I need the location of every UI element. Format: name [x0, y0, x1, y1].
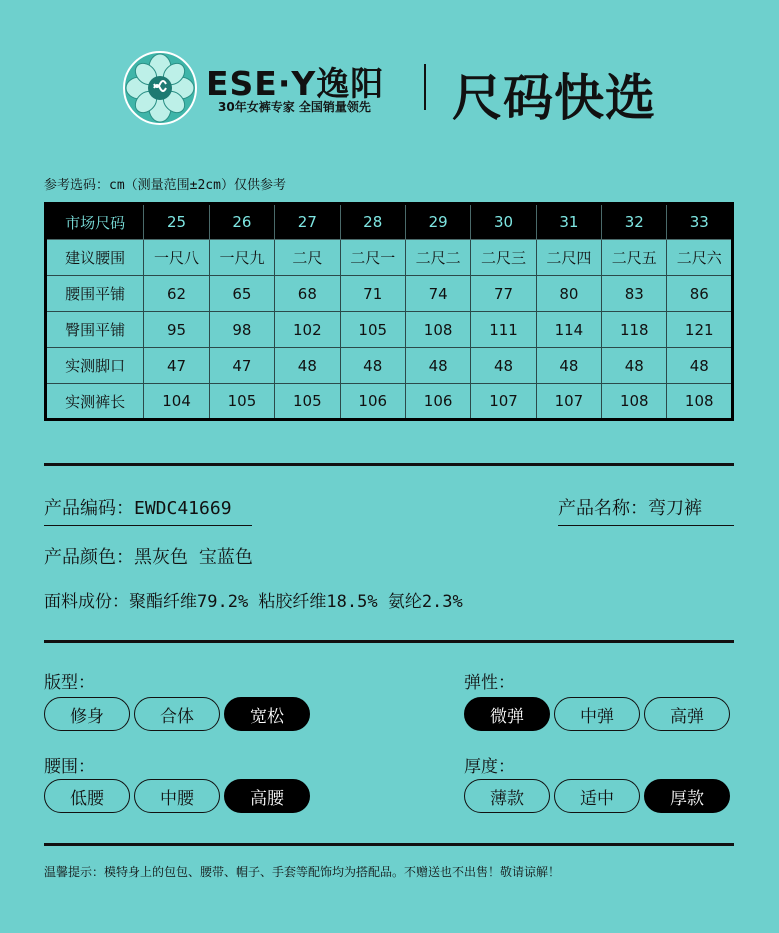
size-table-row-label: 实测裤长 — [46, 384, 144, 420]
size-table-cell: 二尺二 — [405, 240, 470, 276]
footer-note: 温馨提示：模特身上的包包、腰带、帽子、手套等配饰均为搭配品。不赠送也不出售！敬请谅解！ — [44, 865, 561, 879]
size-table-row-label: 腰围平铺 — [46, 276, 144, 312]
size-table-cell: 62 — [144, 276, 209, 312]
size-table-cell: 111 — [471, 312, 536, 348]
size-table-size-cell: 30 — [471, 204, 536, 240]
thickness-option-pill[interactable]: 适中 — [554, 779, 640, 813]
page-title: 尺码快选 — [452, 69, 656, 127]
divider-rule — [44, 843, 734, 846]
thickness-option-pill[interactable]: 薄款 — [464, 779, 550, 813]
thickness-option-pill[interactable]: 厚款 — [644, 779, 730, 813]
product-code-underline — [44, 525, 252, 526]
size-table-cell: 107 — [471, 384, 536, 420]
waist-title: 腰围： — [44, 757, 95, 777]
size-table-cell: 二尺三 — [471, 240, 536, 276]
divider-rule — [44, 640, 734, 643]
size-table-cell: 95 — [144, 312, 209, 348]
size-table-row — [46, 312, 733, 348]
size-table-size-cell: 25 — [144, 204, 209, 240]
elasticity-option-pill[interactable]: 中弹 — [554, 697, 640, 731]
size-table-cell: 48 — [405, 348, 470, 384]
size-table-cell: 48 — [602, 348, 667, 384]
size-table-row-label: 臀围平铺 — [46, 312, 144, 348]
size-table-cell: 48 — [340, 348, 405, 384]
brand-tagline: 30年女裤专家 全国销量领先 — [218, 100, 371, 114]
size-table-cell: 114 — [536, 312, 601, 348]
size-table-cell: 48 — [667, 348, 733, 384]
fit-option-pill[interactable]: 合体 — [134, 697, 220, 731]
size-table-size-cell: 31 — [536, 204, 601, 240]
waist-option-pill[interactable]: 中腰 — [134, 779, 220, 813]
size-table-cell: 105 — [209, 384, 274, 420]
size-table-cell: 47 — [209, 348, 274, 384]
size-table-cell: 一尺八 — [144, 240, 209, 276]
size-table-cell: 二尺五 — [602, 240, 667, 276]
size-table-cell: 106 — [340, 384, 405, 420]
size-table-size-cell: 26 — [209, 204, 274, 240]
size-table-cell: 48 — [471, 348, 536, 384]
size-table-cell: 108 — [667, 384, 733, 420]
size-table-size-cell: 29 — [405, 204, 470, 240]
size-table-cell: 二尺六 — [667, 240, 733, 276]
size-table-row-label: 实测脚口 — [46, 348, 144, 384]
product-color: 产品颜色：黑灰色 宝蓝色 — [44, 547, 253, 568]
size-table-row — [46, 384, 733, 420]
size-table-row — [46, 276, 733, 312]
product-name: 产品名称：弯刀裤 — [558, 498, 702, 519]
waist-option-pill[interactable]: 高腰 — [224, 779, 310, 813]
size-table-cell: 98 — [209, 312, 274, 348]
product-code: 产品编码：EWDC41669 — [44, 498, 232, 519]
size-table-cell: 118 — [602, 312, 667, 348]
size-table-row-label: 建议腰围 — [46, 240, 144, 276]
size-table-cell: 二尺 — [275, 240, 340, 276]
size-table-cell: 86 — [667, 276, 733, 312]
fit-title: 版型： — [44, 673, 95, 693]
size-table-cell: 48 — [275, 348, 340, 384]
thickness-title: 厚度： — [464, 757, 515, 777]
size-table-cell: 108 — [602, 384, 667, 420]
elasticity-title: 弹性： — [464, 673, 515, 693]
size-table-cell: 二尺四 — [536, 240, 601, 276]
size-table-cell: 105 — [275, 384, 340, 420]
size-table-cell: 108 — [405, 312, 470, 348]
reference-note: 参考选码：cm（测量范围±2cm）仅供参考 — [44, 178, 286, 193]
waist-option-pill[interactable]: 低腰 — [44, 779, 130, 813]
size-table-cell: 47 — [144, 348, 209, 384]
size-table-cell: 65 — [209, 276, 274, 312]
size-table-cell: 104 — [144, 384, 209, 420]
size-table-cell: 48 — [536, 348, 601, 384]
size-table-cell: 83 — [602, 276, 667, 312]
elasticity-option-pill[interactable]: 微弹 — [464, 697, 550, 731]
size-table-cell: 121 — [667, 312, 733, 348]
elasticity-option-pill[interactable]: 高弹 — [644, 697, 730, 731]
fit-option-pill[interactable]: 修身 — [44, 697, 130, 731]
size-table-cell: 一尺九 — [209, 240, 274, 276]
product-fabric: 面料成份：聚酯纤维79.2% 粘胶纤维18.5% 氨纶2.3% — [44, 592, 463, 612]
fit-option-pill[interactable]: 宽松 — [224, 697, 310, 731]
size-table-cell: 71 — [340, 276, 405, 312]
size-table-size-cell: 27 — [275, 204, 340, 240]
size-table-cell: 106 — [405, 384, 470, 420]
size-table-cell: 107 — [536, 384, 601, 420]
size-table-header-label: 市场尺码 — [46, 204, 144, 240]
size-table-cell: 74 — [405, 276, 470, 312]
size-table-cell: 80 — [536, 276, 601, 312]
size-table-size-cell: 32 — [602, 204, 667, 240]
size-table-cell: 105 — [340, 312, 405, 348]
size-table-cell: 102 — [275, 312, 340, 348]
size-table — [44, 202, 734, 421]
size-table-size-cell: 33 — [667, 204, 733, 240]
size-table-size-cell: 28 — [340, 204, 405, 240]
size-table-cell: 二尺一 — [340, 240, 405, 276]
size-table-header-row — [46, 204, 733, 240]
size-table-cell: 77 — [471, 276, 536, 312]
brand-logo-icon — [122, 50, 198, 126]
divider-rule — [44, 463, 734, 466]
header-divider — [424, 64, 426, 110]
size-table-row — [46, 348, 733, 384]
size-table-cell: 68 — [275, 276, 340, 312]
product-name-underline — [558, 525, 734, 526]
brand-name: ESE·Y逸阳 — [206, 64, 385, 103]
size-table-row — [46, 240, 733, 276]
page-header — [0, 0, 779, 150]
